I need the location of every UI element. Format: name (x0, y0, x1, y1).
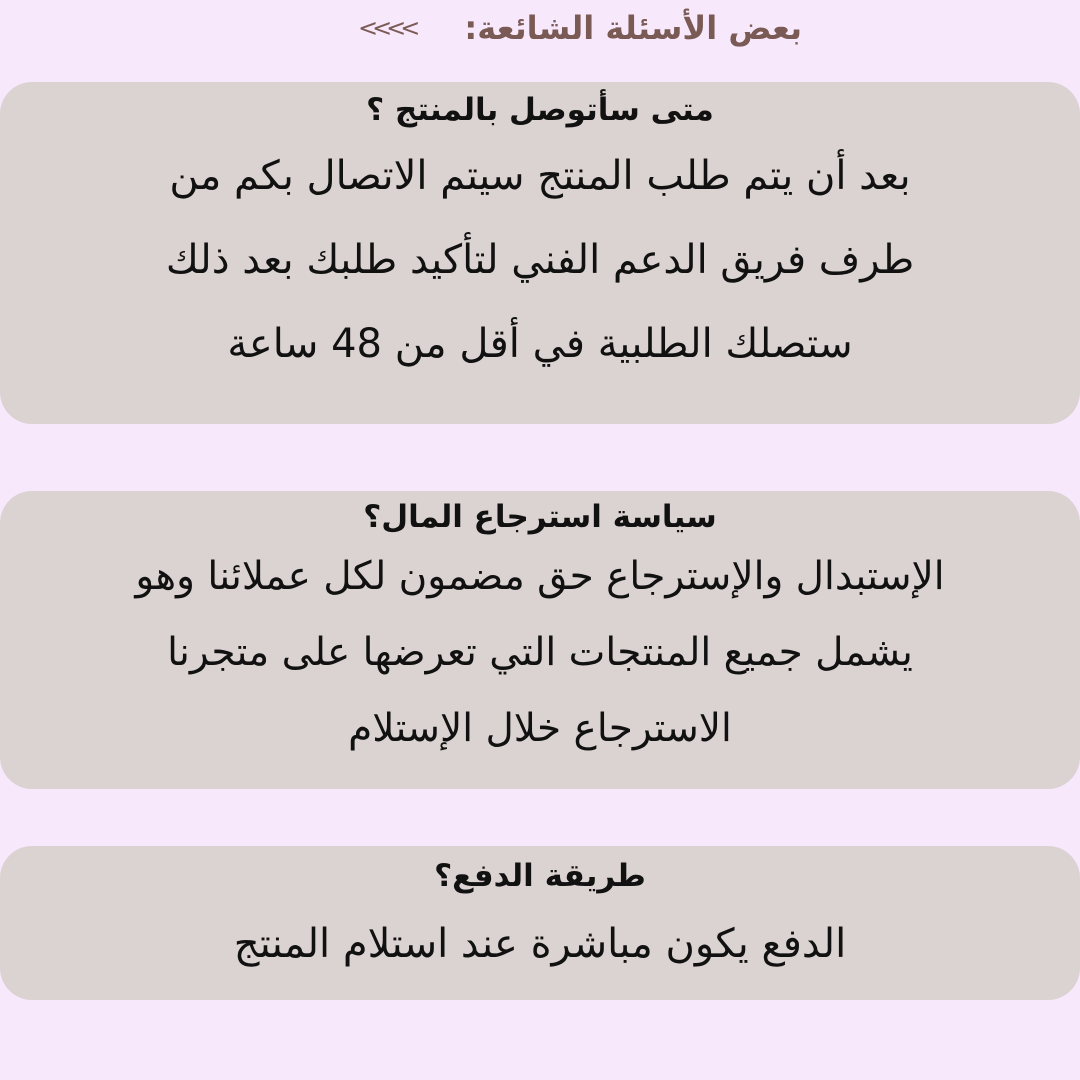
chevrons-left-icon: <<<< (357, 14, 415, 42)
answer-line: بعد أن يتم طلب المنتج سيتم الاتصال بكم من (169, 153, 911, 199)
faq-question: سياسة استرجاع المال؟ (363, 499, 717, 535)
faq-answer (0, 906, 1080, 982)
faq-question: طريقة الدفع؟ (434, 858, 646, 894)
faq-question: متى سأتوصل بالمنتج ؟ (366, 92, 714, 128)
faq-card-delivery (0, 82, 1080, 424)
answer-line: طرف فريق الدعم الفني لتأكيد طلبك بعد ذلك (165, 237, 915, 283)
answer-line: الدفع يكون مباشرة عند استلام المنتج (233, 921, 847, 967)
answer-line: الاسترجاع خلال الإستلام (348, 706, 732, 751)
faq-card-refund (0, 491, 1080, 789)
faq-card-payment (0, 846, 1080, 1000)
faq-title: بعض الأسئلة الشائعة: (464, 9, 803, 47)
answer-line: ستصلك الطلبية في أقل من 48 ساعة (227, 321, 853, 367)
answer-line: الإستبدال والإسترجاع حق مضمون لكل عملائنا وهو (135, 554, 945, 599)
faq-header (300, 4, 860, 52)
answer-line: يشمل جميع المنتجات التي تعرضها على متجرنا (167, 630, 913, 675)
faq-answer (0, 134, 1080, 386)
faq-answer (0, 539, 1080, 767)
